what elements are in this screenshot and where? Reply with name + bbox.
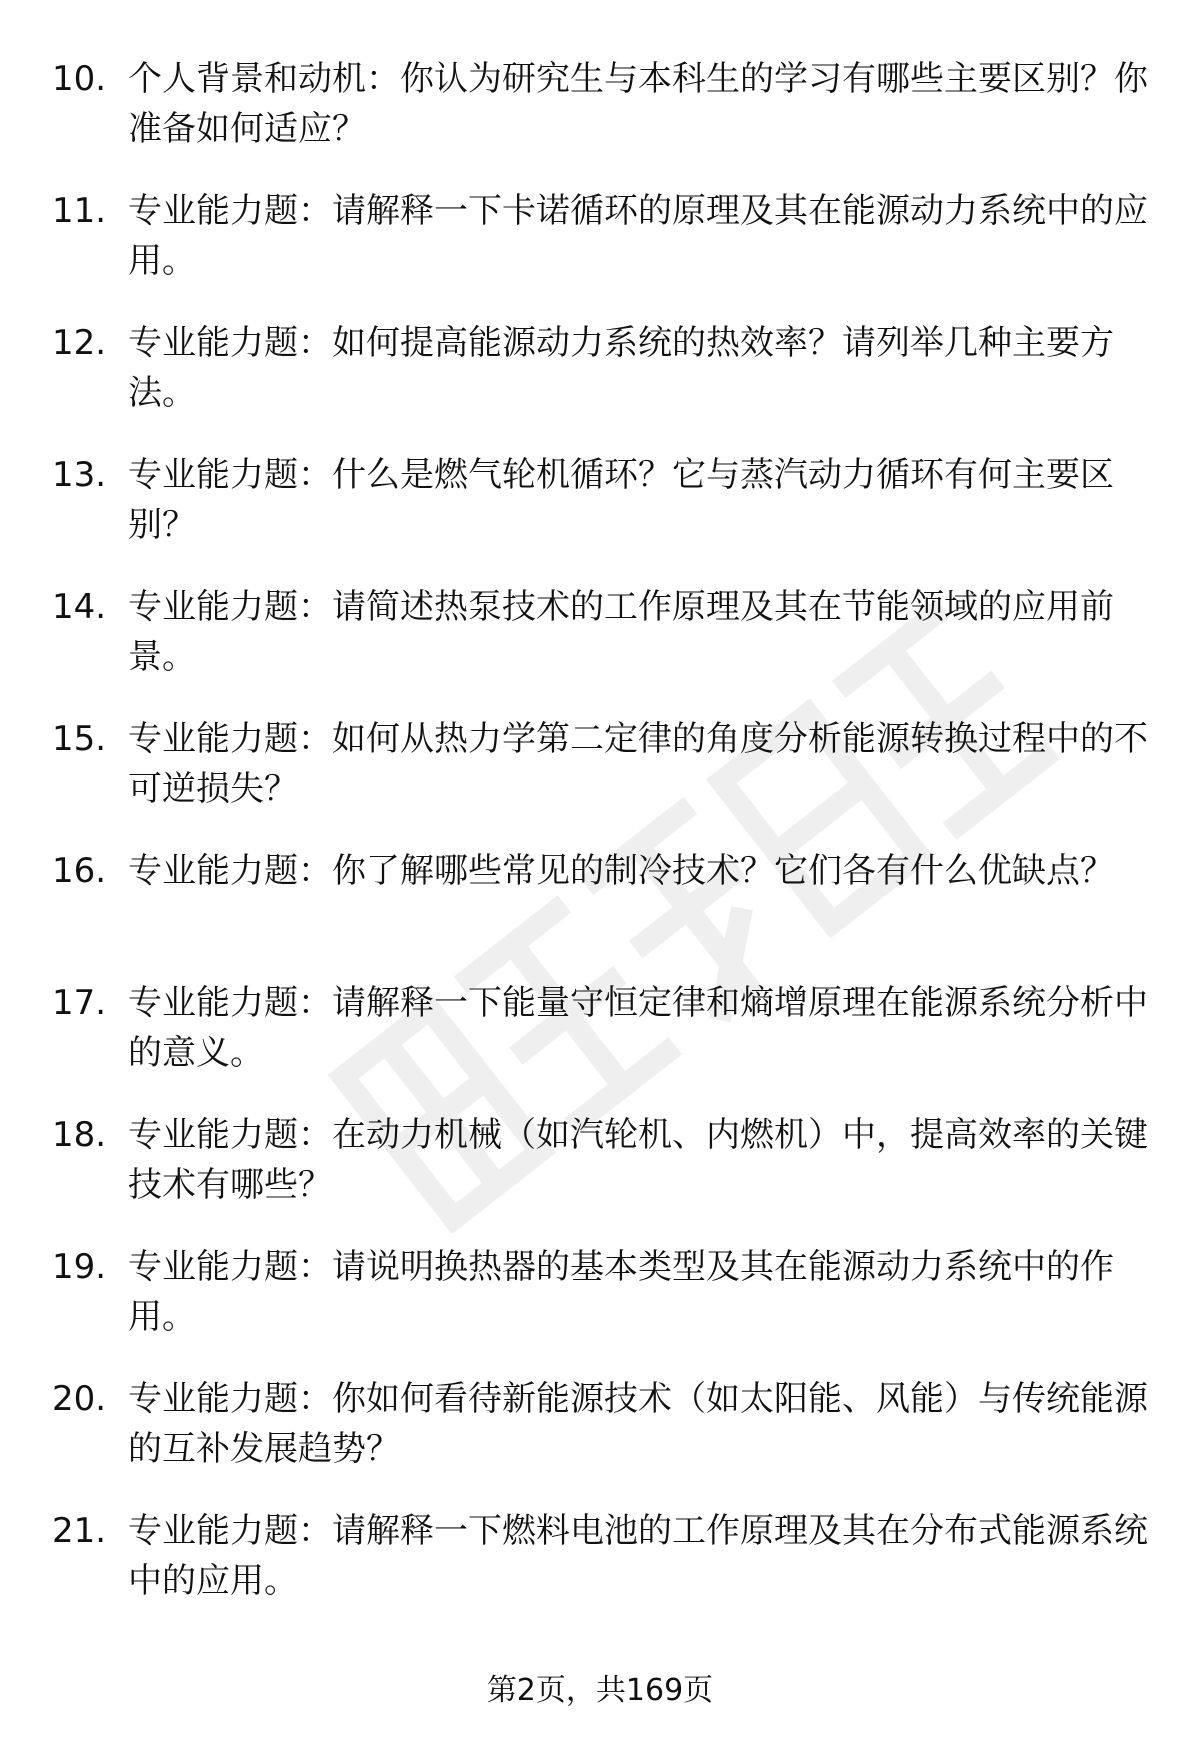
question-item-15 xyxy=(52,714,1152,814)
question-text-20: 专业能力题：你如何看待新能源技术（如太阳能、风能）与传统能源的互补发展趋势？ xyxy=(128,1379,1148,1469)
question-text-16: 专业能力题：你了解哪些常见的制冷技术？它们各有什么优缺点？ xyxy=(128,851,1114,891)
question-text-11: 专业能力题：请解释一下卡诺循环的原理及其在能源动力系统中的应用。 xyxy=(128,191,1148,281)
question-item-14 xyxy=(52,582,1152,682)
question-number-16: 16. xyxy=(52,851,107,891)
question-item-21 xyxy=(52,1506,1152,1606)
question-text-15: 专业能力题：如何从热力学第二定律的角度分析能源转换过程中的不可逆损失？ xyxy=(128,719,1148,809)
question-text-13: 专业能力题：什么是燃气轮机循环？它与蒸汽动力循环有何主要区别？ xyxy=(128,455,1114,545)
question-item-19 xyxy=(52,1242,1152,1342)
question-item-16 xyxy=(52,846,1152,946)
question-number-12: 12. xyxy=(52,323,107,363)
question-text-18: 专业能力题：在动力机械（如汽轮机、内燃机）中，提高效率的关键技术有哪些？ xyxy=(128,1115,1148,1205)
question-text-14: 专业能力题：请简述热泵技术的工作原理及其在节能领域的应用前景。 xyxy=(128,587,1114,677)
question-number-19: 19. xyxy=(52,1247,107,1287)
question-number-17: 17. xyxy=(52,983,107,1023)
question-number-11: 11. xyxy=(52,191,107,231)
question-number-21: 21. xyxy=(52,1511,107,1551)
question-text-10: 个人背景和动机：你认为研究生与本科生的学习有哪些主要区别？你准备如何适应？ xyxy=(128,59,1148,149)
question-text-19: 专业能力题：请说明换热器的基本类型及其在能源动力系统中的作用。 xyxy=(128,1247,1114,1337)
question-number-18: 18. xyxy=(52,1115,107,1155)
question-item-11 xyxy=(52,186,1152,286)
question-item-10 xyxy=(52,54,1152,154)
question-list xyxy=(52,54,1152,1638)
question-number-20: 20. xyxy=(52,1379,107,1419)
question-item-20 xyxy=(52,1374,1152,1474)
question-item-18 xyxy=(52,1110,1152,1210)
question-item-13 xyxy=(52,450,1152,550)
question-text-21: 专业能力题：请解释一下燃料电池的工作原理及其在分布式能源系统中的应用。 xyxy=(128,1511,1148,1601)
page-footer: 第2页，共169页 xyxy=(486,1673,714,1708)
question-number-15: 15. xyxy=(52,719,107,759)
question-item-17 xyxy=(52,978,1152,1078)
question-text-17: 专业能力题：请解释一下能量守恒定律和熵增原理在能源系统分析中的意义。 xyxy=(128,983,1148,1073)
question-number-14: 14. xyxy=(52,587,107,627)
question-number-13: 13. xyxy=(52,455,107,495)
question-item-12 xyxy=(52,318,1152,418)
question-number-10: 10. xyxy=(52,59,107,99)
question-text-12: 专业能力题：如何提高能源动力系统的热效率？请列举几种主要方法。 xyxy=(128,323,1114,413)
